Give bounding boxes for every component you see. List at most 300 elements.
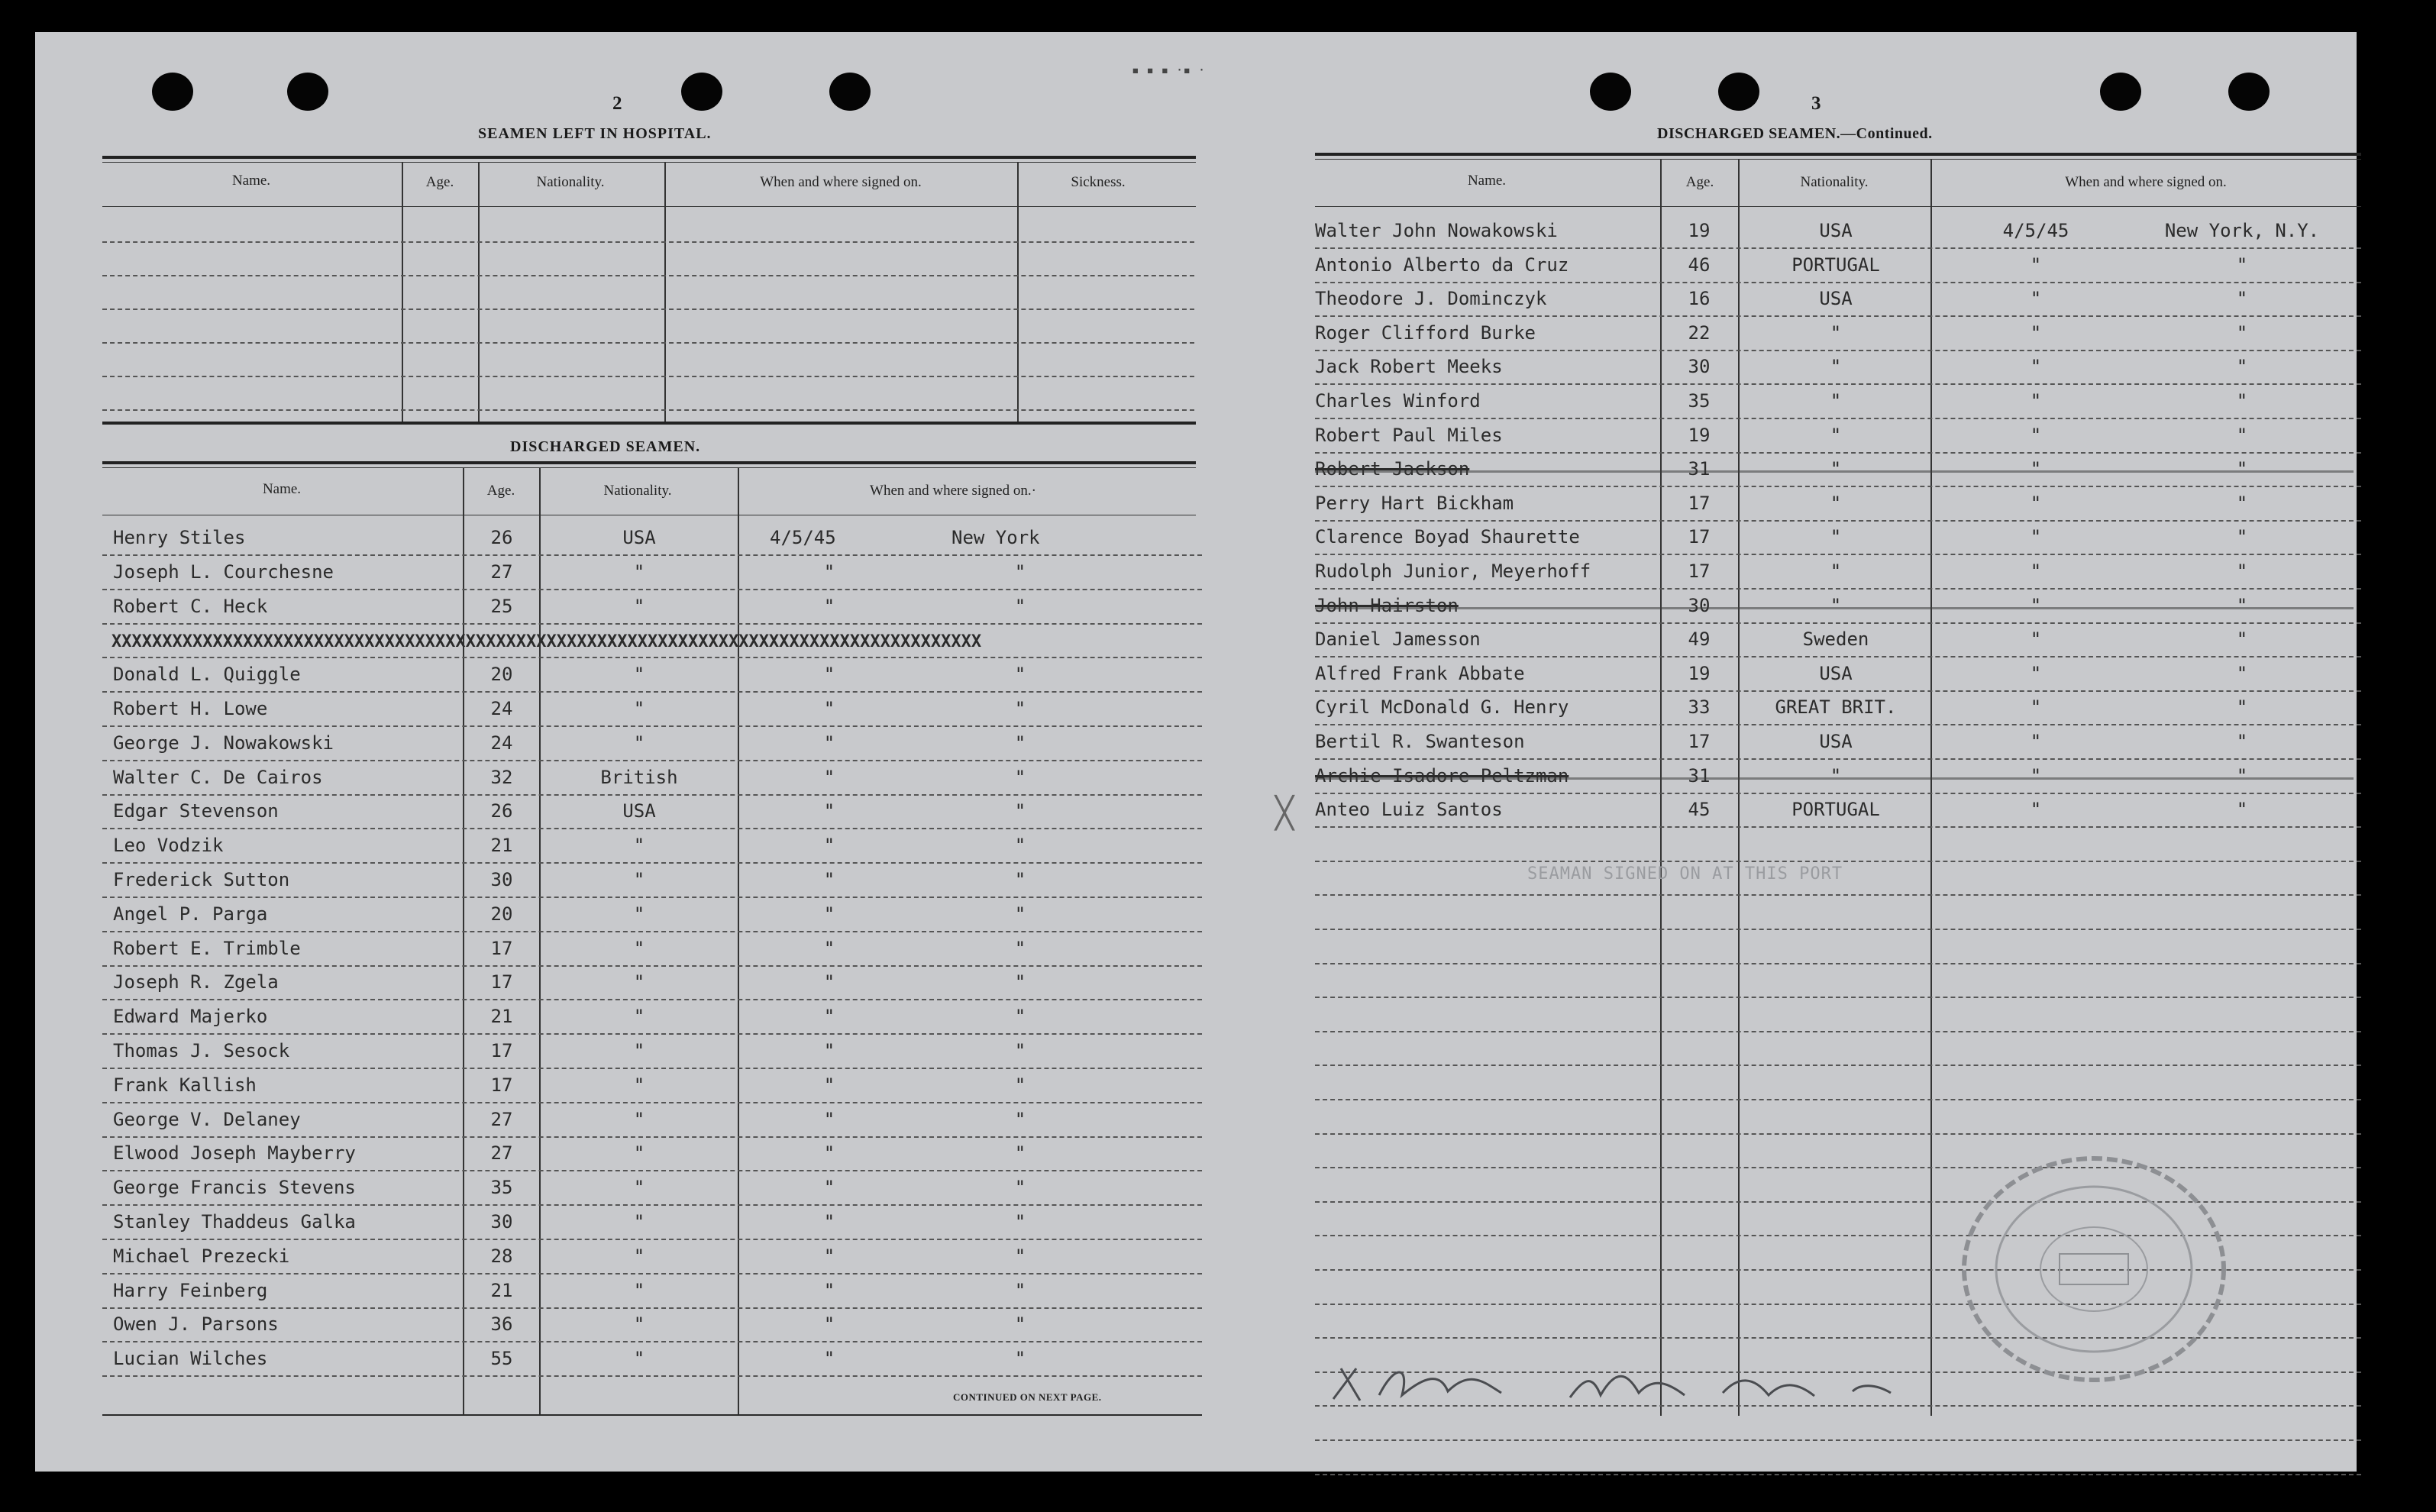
- seaman-name: Owen J. Parsons: [113, 1313, 279, 1336]
- seaman-nationality: ": [633, 561, 645, 583]
- row-dashed-line: [102, 725, 1202, 727]
- seaman-name: Leo Vodzik: [113, 835, 224, 857]
- seaman-name: Edward Majerko: [113, 1006, 268, 1028]
- seaman-name: George J. Nowakowski: [113, 732, 334, 754]
- seaman-nationality: ": [1830, 526, 1842, 548]
- row-dashed-line: [102, 691, 1202, 693]
- seaman-age: 26: [490, 527, 513, 548]
- seaman-nationality: ": [1830, 356, 1842, 378]
- seaman-nationality: USA: [622, 800, 656, 822]
- seaman-name: Harry Feinberg: [113, 1279, 268, 1301]
- signed-on-place: ": [2236, 594, 2248, 616]
- seaman-name: Joseph R. Zgela: [113, 971, 279, 993]
- document-sheet: [35, 32, 2357, 1472]
- seaman-nationality: ": [1830, 321, 1842, 344]
- signed-on-date: ": [2030, 662, 2042, 684]
- seaman-nationality: ": [633, 1279, 645, 1301]
- seaman-age: 21: [490, 835, 513, 857]
- seaman-name: Frederick Sutton: [113, 869, 290, 890]
- row-dashed-line: [1315, 997, 2361, 998]
- seaman-name: Lucian Wilches: [113, 1348, 268, 1370]
- signed-on-date: 4/5/45: [770, 527, 836, 548]
- seaman-age: 17: [1688, 561, 1711, 582]
- seaman-age: 36: [490, 1313, 513, 1336]
- signed-on-date: ": [823, 1006, 835, 1028]
- faint-stamp-text: SEAMAN SIGNED ON AT THIS PORT: [1527, 864, 1843, 884]
- row-dashed-line: [102, 931, 1202, 932]
- seaman-nationality: ": [633, 1040, 645, 1061]
- discharged-header-signed-on: When and where signed on.·: [870, 483, 1036, 499]
- signed-on-date: ": [2030, 764, 2042, 787]
- signed-on-date: ": [823, 1108, 835, 1130]
- seaman-name: Elwood Joseph Mayberry: [113, 1142, 356, 1165]
- signed-on-date: ": [2030, 696, 2042, 719]
- signed-on-place: ": [1014, 698, 1026, 719]
- signed-on-place: ": [1014, 561, 1026, 583]
- seaman-age: 17: [1688, 731, 1711, 752]
- seaman-age: 33: [1688, 696, 1711, 719]
- signed-on-place: ": [2236, 254, 2248, 276]
- handwritten-x-mark: ╳: [1275, 796, 1294, 831]
- continued-note: CONTINUED ON NEXT PAGE.: [953, 1391, 1102, 1403]
- row-dashed-line: [102, 1273, 1202, 1275]
- row-dashed-line: [102, 760, 1202, 761]
- signed-on-date: ": [2030, 424, 2042, 446]
- column-divider: [1738, 159, 1740, 1416]
- seaman-nationality: ": [633, 1006, 645, 1028]
- signed-on-place: ": [2236, 390, 2248, 412]
- row-dashed-line: [102, 1102, 1202, 1103]
- signed-on-date: ": [823, 561, 835, 583]
- row-dashed-line: [1315, 452, 2361, 454]
- seaman-age: 26: [490, 800, 513, 822]
- signed-on-date: ": [823, 1177, 835, 1199]
- seaman-age: 24: [490, 698, 513, 719]
- signed-on-date: ": [2030, 561, 2042, 582]
- seaman-nationality: ": [633, 698, 645, 719]
- seaman-name: Cyril McDonald G. Henry: [1315, 696, 1569, 719]
- seaman-nationality: PORTUGAL: [1791, 254, 1880, 276]
- row-dashed-line: [102, 1375, 1202, 1377]
- row-dashed-line: [102, 1341, 1202, 1342]
- row-dashed-line: [1315, 383, 2361, 385]
- seaman-age: 45: [1688, 799, 1711, 821]
- column-divider: [1660, 159, 1662, 1416]
- seaman-age: 49: [1688, 628, 1711, 651]
- handwritten-signature: [1326, 1353, 1952, 1414]
- row-dashed-line: [1315, 247, 2361, 249]
- signed-on-date: ": [823, 732, 835, 754]
- row-dashed-line: [102, 1204, 1202, 1206]
- seaman-age: 19: [1688, 662, 1711, 684]
- seaman-age: 27: [490, 1142, 513, 1165]
- signed-on-date: ": [2030, 799, 2042, 821]
- seaman-age: 17: [490, 1040, 513, 1061]
- row-dashed-line: [102, 1239, 1202, 1240]
- signed-on-place: New York, N.Y.: [2164, 220, 2320, 241]
- right-header-name: Name.: [1467, 173, 1507, 189]
- row-dashed-line: [1315, 520, 2361, 522]
- seaman-name: Joseph L. Courchesne: [113, 561, 334, 583]
- signed-on-date: ": [2030, 594, 2042, 616]
- row-dashed-line: [1315, 929, 2361, 930]
- page-number-right: 3: [1811, 93, 1821, 114]
- discharged-header-nationality: Nationality.: [603, 483, 672, 499]
- signed-on-date: 4/5/45: [2002, 220, 2069, 241]
- seaman-name: Bertil R. Swanteson: [1315, 731, 1525, 752]
- blank-dashed-line: [102, 309, 1194, 310]
- seaman-nationality: ": [633, 869, 645, 890]
- signed-on-place: New York: [951, 527, 1040, 548]
- row-dashed-line: [1315, 690, 2361, 692]
- signed-on-date: ": [823, 937, 835, 959]
- signed-on-date: ": [823, 664, 835, 686]
- signed-on-place: ": [2236, 321, 2248, 344]
- signed-on-place: ": [1014, 1313, 1026, 1336]
- signed-on-date: ": [823, 1245, 835, 1267]
- signed-on-place: ": [2236, 662, 2248, 684]
- seaman-name: Stanley Thaddeus Galka: [113, 1211, 356, 1233]
- discharged-header-name: Name.: [262, 481, 302, 497]
- rule: [102, 461, 1196, 464]
- seaman-name: George V. Delaney: [113, 1108, 301, 1130]
- row-dashed-line: [1315, 758, 2361, 760]
- seaman-age: 30: [490, 1211, 513, 1233]
- seaman-nationality: USA: [1819, 731, 1853, 752]
- row-dashed-line: [1315, 418, 2361, 419]
- seaman-age: 19: [1688, 220, 1711, 241]
- seaman-age: 17: [1688, 526, 1711, 548]
- seaman-nationality: ": [633, 595, 645, 617]
- row-dashed-line: [102, 1307, 1202, 1309]
- signed-on-place: ": [2236, 356, 2248, 378]
- row-dashed-line: [1315, 1031, 2361, 1032]
- seaman-nationality: ": [633, 1142, 645, 1165]
- seaman-name: Rudolph Junior, Meyerhoff: [1315, 561, 1591, 582]
- binder-hole: [681, 73, 722, 111]
- seaman-name: Frank Kallish: [113, 1074, 257, 1096]
- seaman-age: 31: [1688, 764, 1711, 787]
- signed-on-place: ": [1014, 1211, 1026, 1233]
- signed-on-place: ": [2236, 561, 2248, 582]
- seaman-name: Robert Paul Miles: [1315, 424, 1503, 446]
- seaman-age: 35: [490, 1177, 513, 1199]
- rule: [102, 206, 1196, 207]
- binder-hole: [2228, 73, 2270, 111]
- seaman-nationality: USA: [1819, 288, 1853, 310]
- seaman-age: 20: [490, 903, 513, 925]
- seaman-name: Perry Hart Bickham: [1315, 492, 1514, 514]
- seaman-age: 20: [490, 664, 513, 686]
- seaman-nationality: USA: [1819, 662, 1853, 684]
- row-dashed-line: [102, 897, 1202, 898]
- seaman-name: Edgar Stevenson: [113, 800, 279, 822]
- strike-through-line: [1315, 607, 2354, 609]
- signed-on-place: ": [1014, 1006, 1026, 1028]
- signed-on-date: ": [823, 1313, 835, 1336]
- seaman-age: 17: [490, 937, 513, 959]
- signed-on-place: ": [1014, 766, 1026, 788]
- seaman-name: Thomas J. Sesock: [113, 1040, 290, 1061]
- column-divider: [1017, 162, 1019, 422]
- column-divider: [478, 162, 480, 422]
- seaman-nationality: ": [633, 937, 645, 959]
- seaman-nationality: ": [633, 835, 645, 857]
- signed-on-place: ": [2236, 526, 2248, 548]
- seaman-age: 22: [1688, 321, 1711, 344]
- row-dashed-line: [102, 828, 1202, 829]
- seaman-nationality: ": [633, 1348, 645, 1370]
- row-dashed-line: [1315, 282, 2361, 283]
- signed-on-date: ": [2030, 526, 2042, 548]
- signed-on-place: ": [2236, 731, 2248, 752]
- signed-on-place: ": [1014, 869, 1026, 890]
- seaman-age: 17: [1688, 492, 1711, 514]
- seaman-age: 27: [490, 561, 513, 583]
- row-dashed-line: [1315, 622, 2361, 624]
- signed-on-place: ": [2236, 458, 2248, 480]
- signed-on-date: ": [2030, 288, 2042, 310]
- column-divider: [402, 162, 403, 422]
- seaman-name: Archie Isadore Peltzman: [1315, 764, 1569, 787]
- row-dashed-line: [1315, 486, 2361, 487]
- signed-on-date: ": [823, 1142, 835, 1165]
- binder-hole: [1590, 73, 1631, 111]
- row-dashed-line: [1315, 894, 2361, 896]
- signed-on-date: ": [2030, 628, 2042, 651]
- binder-hole: [1718, 73, 1759, 111]
- seaman-age: 28: [490, 1245, 513, 1267]
- seaman-name: Robert C. Heck: [113, 595, 268, 617]
- row-dashed-line: [102, 965, 1202, 967]
- hospital-header-nationality: Nationality.: [536, 174, 605, 190]
- row-dashed-line: [102, 1033, 1202, 1035]
- row-dashed-line: [1315, 656, 2361, 657]
- seaman-nationality: ": [633, 971, 645, 993]
- rule: [102, 467, 1196, 468]
- row-dashed-line: [102, 794, 1202, 796]
- seaman-nationality: USA: [1819, 220, 1853, 241]
- row-dashed-line: [1315, 1099, 2361, 1100]
- rule: [1315, 153, 2361, 156]
- seaman-nationality: ": [1830, 492, 1842, 514]
- row-dashed-line: [102, 657, 1202, 658]
- blank-dashed-line: [102, 241, 1194, 243]
- signed-on-date: ": [823, 1279, 835, 1301]
- blank-dashed-line: [102, 409, 1194, 411]
- right-header-signed-on: When and where signed on.: [2065, 174, 2227, 190]
- seaman-nationality: ": [1830, 458, 1842, 480]
- seaman-age: 24: [490, 732, 513, 754]
- signed-on-date: ": [2030, 731, 2042, 752]
- seaman-name: Robert H. Lowe: [113, 698, 268, 719]
- seaman-age: 25: [490, 595, 513, 617]
- signed-on-place: ": [1014, 937, 1026, 959]
- hospital-section-title: SEAMEN LEFT IN HOSPITAL.: [478, 125, 712, 142]
- seaman-age: 31: [1688, 458, 1711, 480]
- row-dashed-line: [102, 999, 1202, 1000]
- signed-on-place: ": [2236, 424, 2248, 446]
- seaman-name: Robert Jackson: [1315, 458, 1470, 480]
- signed-on-date: ": [2030, 356, 2042, 378]
- row-dashed-line: [1315, 1065, 2361, 1066]
- row-dashed-line: [1315, 588, 2361, 590]
- hospital-header-signed-on: When and where signed on.: [760, 174, 922, 190]
- blank-dashed-line: [102, 342, 1194, 344]
- crossed-out-entry: XXXXXXXXXXXXXXXXXXXXXXXXXXXXXXXXXXXXXXXXXXXXXXXXXXXXXXXXXXXXXXXXXXXXXXXXXXXXXXXXXXXXXX: [111, 632, 982, 652]
- seaman-name: Daniel Jamesson: [1315, 628, 1481, 651]
- top-marks: ▪ ▪ ▪ ·▪ ·: [1132, 63, 1206, 77]
- signed-on-date: ": [823, 1074, 835, 1096]
- signed-on-place: ": [1014, 1177, 1026, 1199]
- rule: [102, 156, 1196, 159]
- signed-on-place: ": [1014, 1142, 1026, 1165]
- signed-on-date: ": [2030, 458, 2042, 480]
- strike-through-line: [1315, 777, 2354, 780]
- seaman-nationality: ": [1830, 764, 1842, 787]
- seaman-name: Jack Robert Meeks: [1315, 356, 1503, 378]
- strike-through-line: [1315, 470, 2354, 473]
- seaman-nationality: Sweden: [1802, 628, 1869, 651]
- seaman-nationality: ": [633, 1245, 645, 1267]
- seaman-nationality: GREAT BRIT.: [1775, 696, 1897, 719]
- signed-on-place: ": [2236, 696, 2248, 719]
- seaman-nationality: ": [633, 1211, 645, 1233]
- signed-on-date: ": [823, 698, 835, 719]
- signed-on-place: ": [1014, 1279, 1026, 1301]
- rule: [102, 422, 1196, 425]
- seaman-nationality: ": [633, 732, 645, 754]
- row-dashed-line: [1315, 724, 2361, 725]
- discharged-header-age: Age.: [486, 483, 515, 499]
- seaman-name: Henry Stiles: [113, 527, 246, 548]
- signed-on-date: ": [823, 1211, 835, 1233]
- seaman-nationality: British: [600, 766, 678, 788]
- binder-hole: [287, 73, 328, 111]
- row-dashed-line: [1315, 1439, 2361, 1441]
- seaman-age: 21: [490, 1279, 513, 1301]
- seaman-name: Charles Winford: [1315, 390, 1481, 412]
- signed-on-place: ": [1014, 664, 1026, 686]
- signed-on-date: ": [823, 766, 835, 788]
- seaman-name: Alfred Frank Abbate: [1315, 662, 1525, 684]
- official-seal: [1949, 1147, 2239, 1391]
- signed-on-place: ": [1014, 800, 1026, 822]
- row-dashed-line: [102, 623, 1202, 625]
- row-dashed-line: [1315, 315, 2361, 317]
- signed-on-place: ": [1014, 595, 1026, 617]
- signed-on-date: ": [823, 835, 835, 857]
- seaman-name: Antonio Alberto da Cruz: [1315, 254, 1569, 276]
- row-dashed-line: [102, 1136, 1202, 1138]
- binder-hole: [152, 73, 193, 111]
- seaman-nationality: ": [1830, 594, 1842, 616]
- seaman-name: Michael Prezecki: [113, 1245, 290, 1267]
- signed-on-place: ": [1014, 1108, 1026, 1130]
- seaman-nationality: ": [633, 903, 645, 925]
- seaman-age: 35: [1688, 390, 1711, 412]
- blank-dashed-line: [102, 376, 1194, 377]
- seaman-nationality: ": [633, 1313, 645, 1336]
- seaman-name: John Hairston: [1315, 594, 1459, 616]
- signed-on-date: ": [823, 800, 835, 822]
- row-dashed-line: [1315, 1133, 2361, 1135]
- binder-hole: [2100, 73, 2141, 111]
- row-dashed-line: [1315, 861, 2361, 862]
- seaman-age: 30: [1688, 356, 1711, 378]
- seaman-name: Anteo Luiz Santos: [1315, 799, 1503, 821]
- seaman-age: 30: [1688, 594, 1711, 616]
- rule: [102, 1414, 1202, 1416]
- seaman-age: 16: [1688, 288, 1711, 310]
- rule: [1315, 159, 2361, 160]
- signed-on-place: ": [1014, 1245, 1026, 1267]
- signed-on-date: ": [2030, 492, 2042, 514]
- row-dashed-line: [1315, 554, 2361, 555]
- seaman-nationality: ": [633, 1074, 645, 1096]
- seaman-nationality: ": [1830, 561, 1842, 582]
- signed-on-place: ": [1014, 1074, 1026, 1096]
- hospital-header-sickness: Sickness.: [1071, 174, 1126, 190]
- seaman-nationality: ": [1830, 390, 1842, 412]
- signed-on-date: ": [2030, 390, 2042, 412]
- signed-on-date: ": [823, 903, 835, 925]
- signed-on-place: ": [2236, 799, 2248, 821]
- row-dashed-line: [1315, 350, 2361, 351]
- seaman-age: 17: [490, 971, 513, 993]
- seaman-age: 21: [490, 1006, 513, 1028]
- seaman-age: 32: [490, 766, 513, 788]
- seaman-age: 19: [1688, 424, 1711, 446]
- seaman-age: 30: [490, 869, 513, 890]
- seaman-nationality: ": [1830, 424, 1842, 446]
- row-dashed-line: [1315, 826, 2361, 828]
- row-dashed-line: [102, 1068, 1202, 1069]
- signed-on-date: ": [823, 971, 835, 993]
- hospital-header-age: Age.: [425, 174, 454, 190]
- page-number-left: 2: [612, 93, 622, 114]
- seaman-name: George Francis Stevens: [113, 1177, 356, 1199]
- seaman-age: 55: [490, 1348, 513, 1370]
- signed-on-date: ": [823, 1040, 835, 1061]
- signed-on-place: ": [2236, 492, 2248, 514]
- signed-on-place: ": [1014, 835, 1026, 857]
- blank-dashed-line: [102, 275, 1194, 276]
- right-header-age: Age.: [1685, 174, 1714, 190]
- signed-on-place: ": [1014, 903, 1026, 925]
- discharged-section-title: DISCHARGED SEAMEN.: [510, 438, 701, 455]
- rule: [1315, 206, 2361, 207]
- signed-on-date: ": [2030, 321, 2042, 344]
- seaman-name: Robert E. Trimble: [113, 937, 301, 959]
- signed-on-place: ": [1014, 1348, 1026, 1370]
- seaman-name: Angel P. Parga: [113, 903, 268, 925]
- signed-on-place: ": [1014, 971, 1026, 993]
- row-dashed-line: [102, 1170, 1202, 1171]
- signed-on-date: ": [2030, 254, 2042, 276]
- signed-on-place: ": [2236, 628, 2248, 651]
- seaman-age: 27: [490, 1108, 513, 1130]
- discharged-continued-title: DISCHARGED SEAMEN.—Continued.: [1657, 125, 1933, 142]
- signed-on-place: ": [1014, 732, 1026, 754]
- hospital-header-name: Name.: [231, 173, 271, 189]
- signed-on-date: ": [823, 595, 835, 617]
- binder-hole: [829, 73, 871, 111]
- right-header-nationality: Nationality.: [1800, 174, 1869, 190]
- row-dashed-line: [102, 862, 1202, 864]
- seaman-nationality: USA: [622, 527, 656, 548]
- seaman-name: Theodore J. Dominczyk: [1315, 288, 1547, 310]
